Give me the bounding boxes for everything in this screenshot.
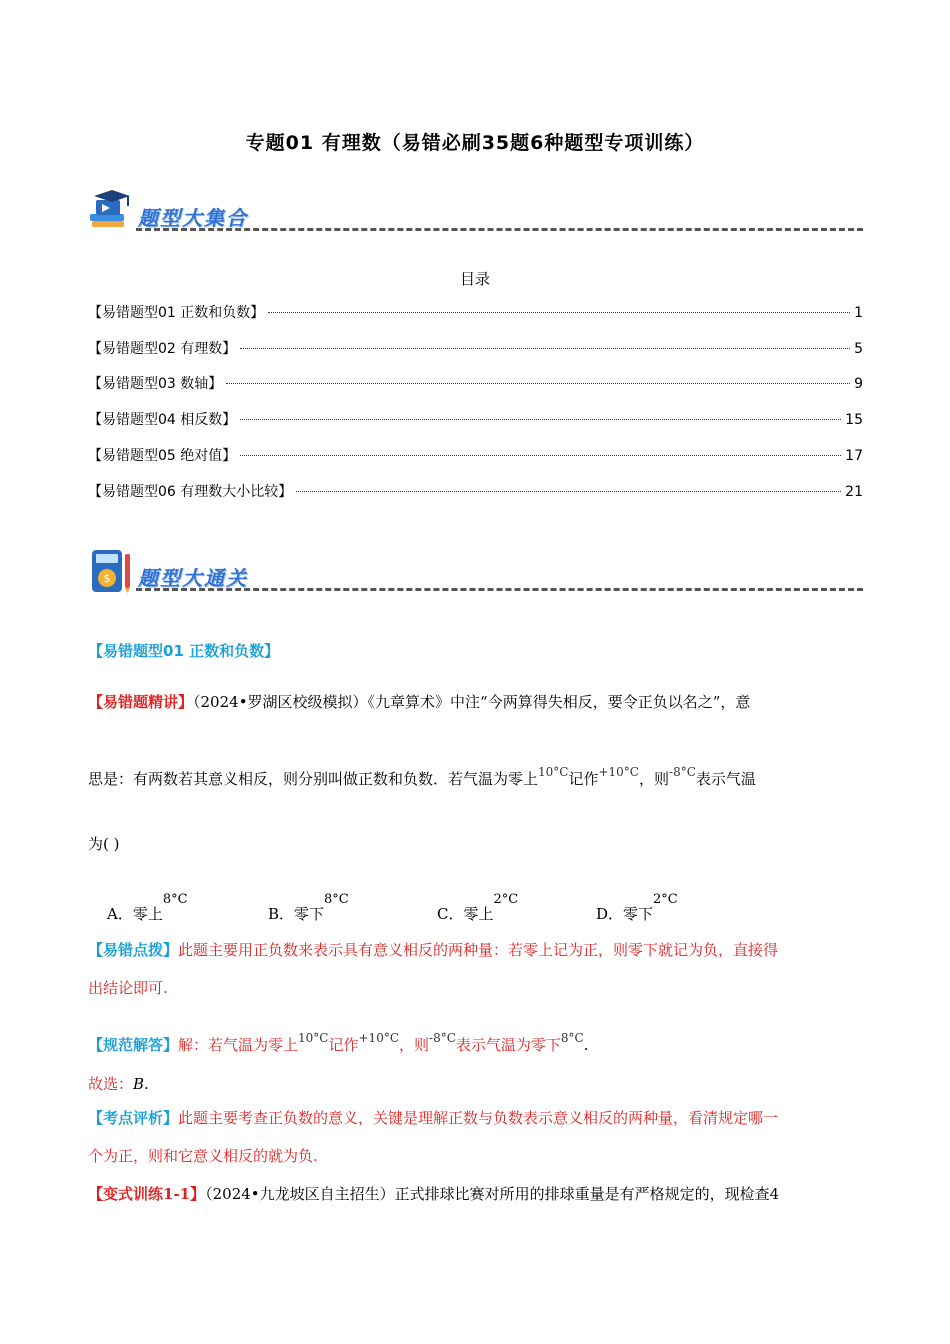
review-block [88,1106,866,1130]
banner-pass [88,548,863,598]
toc-leader [268,312,850,313]
temperature-value: 10°C [538,765,569,779]
choose-label: 故选： [88,1075,134,1093]
temperature-value: -8°C [429,1031,456,1045]
graduation-cap-book-icon [88,188,134,234]
toc-leader [240,348,850,349]
problem-line-3: 为( ) [88,835,120,853]
answer-text: 解：若气温为零上 [178,1036,299,1054]
choice-value: 2°C [493,892,519,907]
banner-pass-label: 题型大通关 [138,566,248,590]
tip-text: 此题主要用正负数来表示具有意义相反的两种量：若零上记为正，则零下就记为负，直接得 [178,941,779,959]
page-title: 专题01 有理数（易错必刷35题6种题型专项训练） [245,132,705,154]
choice-label: D．零下 [596,905,654,923]
review-block-cont [88,1144,866,1168]
variant-text: （2024•九龙坡区自主招生）正式排球比赛对所用的排球重量是有严格规定的，现检查4 [205,1185,780,1203]
answer-block [88,1026,866,1057]
choice-label: A．零上 [107,905,163,923]
problem-tag: 【易错题精讲】 [88,693,194,711]
toc-item-page: 1 [854,305,863,321]
toc-leader [296,491,841,492]
tip-text: 出结论即可. [88,979,168,997]
review-text: 个为正，则和它意义相反的就为负. [88,1147,318,1165]
choice-b[interactable] [268,892,349,924]
toc-item-label: 【易错题型05 绝对值】 [88,448,237,464]
choice-label: C．零上 [437,905,494,923]
variant-block [88,1182,866,1206]
answer-text: 表示气温为零下 [455,1036,561,1054]
banner-collection-label: 题型大集合 [138,206,248,230]
problem-text: 表示气温 [695,770,756,788]
toc-item-page: 21 [845,484,863,500]
tip-tag: 【易错点拨】 [88,941,179,959]
choice-d[interactable] [596,892,678,924]
choice-value: 8°C [324,892,349,907]
choice-c[interactable] [437,892,518,924]
choice-value: 2°C [653,892,678,907]
toc-item[interactable] [88,338,863,360]
variant-tag: 【变式训练1-1】 [88,1185,206,1203]
choice-value: 8°C [162,892,188,907]
answer-text: ，则 [399,1036,430,1054]
toc-leader [240,455,841,456]
review-text: 此题主要考查正负数的意义，关键是理解正数与负数表示意义相反的两种量，看清规定哪一 [178,1109,779,1127]
banner-collection [88,188,863,238]
choice-a[interactable] [107,892,188,924]
toc-item-page: 17 [845,448,863,464]
toc-item[interactable] [88,445,863,467]
toc-heading: 目录 [459,270,490,288]
toc-item-page: 15 [845,412,863,428]
toc-item-label: 【易错题型02 有理数】 [88,341,237,357]
choose-line [88,1072,866,1096]
toc-item-label: 【易错题型03 数轴】 [88,376,223,392]
toc-item[interactable] [88,409,863,431]
temperature-value: -8°C [669,765,696,779]
tip-block [88,938,866,962]
problem-line-2 [88,760,866,791]
temperature-value: 8°C [560,1031,584,1045]
temperature-value: +10°C [598,765,639,779]
problem-line-1 [88,690,866,714]
problem-text: （2024•罗湖区校级模拟）《九章算术》中注“今两算得失相反，要令正负以名之”，意 [193,693,751,711]
toc-item-label: 【易错题型04 相反数】 [88,412,237,428]
answer-tag: 【规范解答】 [88,1036,179,1054]
toc-leader [240,419,841,420]
toc-item[interactable] [88,373,863,395]
answer-text: . [583,1036,589,1054]
choose-end: . [144,1075,149,1093]
problem-text: 思是：有两数若其意义相反，则分别叫做正数和负数．若气温为零上 [88,770,539,788]
toc-item[interactable] [88,302,863,324]
tip-block-cont [88,976,866,1000]
banner-divider [136,588,863,591]
temperature-value: 10°C [298,1031,329,1045]
section-heading: 【易错题型01 正数和负数】 [88,642,280,660]
temperature-value: +10°C [358,1031,400,1045]
toc-item-label: 【易错题型01 正数和负数】 [88,305,265,321]
problem-text: ，则 [639,770,670,788]
choice-label: B．零下 [268,905,325,923]
choose-value: B [133,1075,145,1093]
toc-leader [226,383,850,384]
toc-item-page: 9 [854,376,863,392]
banner-divider [136,228,863,231]
review-tag: 【考点评析】 [88,1109,179,1127]
problem-text: 记作 [568,770,599,788]
toc-item-label: 【易错题型06 有理数大小比较】 [88,484,293,500]
calculator-icon [88,548,134,594]
svg-text:$: $ [103,572,111,585]
toc-item-page: 5 [854,341,863,357]
toc-item[interactable] [88,481,863,503]
answer-text: 记作 [328,1036,359,1054]
